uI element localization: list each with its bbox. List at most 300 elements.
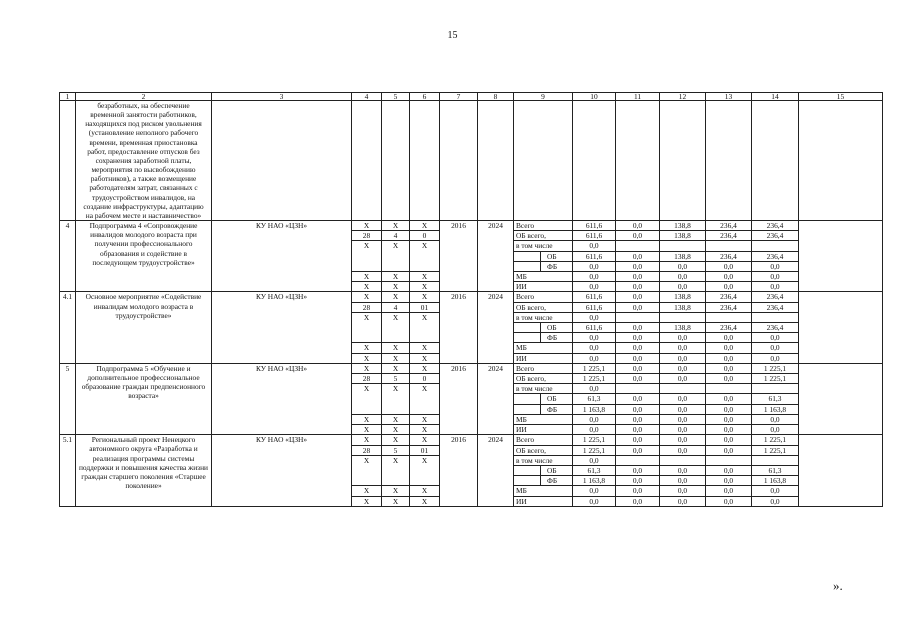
amount-cell: 0,0 — [616, 394, 660, 404]
amount-cell: 138,8 — [660, 292, 706, 302]
budget-code-2: Х — [382, 425, 410, 435]
amount-cell: 1 225,1 — [752, 374, 799, 384]
column-header-13: 13 — [706, 93, 752, 101]
amount-cell — [752, 312, 799, 322]
source-label: ФБ — [541, 404, 573, 414]
budget-code-2: Х — [382, 241, 410, 272]
budget-code-2: Х — [382, 363, 410, 373]
amount-cell: 0,0 — [616, 251, 660, 261]
amount-cell: 0,0 — [660, 404, 706, 414]
continuation-empty-cell — [478, 101, 514, 221]
amount-cell: 0,0 — [616, 414, 660, 424]
budget-code-3: Х — [410, 292, 440, 302]
amount-cell: 0,0 — [616, 302, 660, 312]
amount-cell: 0,0 — [616, 445, 660, 455]
continuation-empty-cell — [212, 101, 352, 221]
amount-cell — [706, 455, 752, 465]
column-header-14: 14 — [752, 93, 799, 101]
amount-cell: 0,0 — [660, 272, 706, 282]
amount-cell: 0,0 — [573, 414, 616, 424]
amount-cell: 0,0 — [706, 414, 752, 424]
amount-cell: 138,8 — [660, 251, 706, 261]
budget-code-1: Х — [352, 241, 382, 272]
continuation-empty-cell — [352, 101, 382, 221]
amount-cell: 0,0 — [616, 333, 660, 343]
budget-table-container — [59, 92, 883, 507]
amount-cell: 611,6 — [573, 302, 616, 312]
amount-cell: 0,0 — [573, 333, 616, 343]
amount-cell: 236,4 — [706, 221, 752, 231]
column-header-9: 9 — [514, 93, 573, 101]
header-row — [60, 93, 883, 101]
amount-cell: 0,0 — [616, 353, 660, 363]
amount-cell: 0,0 — [706, 486, 752, 496]
budget-code-2: Х — [382, 384, 410, 415]
source-label: Всего — [514, 292, 573, 302]
start-year: 2016 — [440, 221, 478, 292]
source-label: ОБ всего, — [514, 231, 573, 241]
start-year: 2016 — [440, 363, 478, 434]
amount-cell — [616, 384, 660, 394]
column-header-10: 10 — [573, 93, 616, 101]
notes-cell — [799, 292, 883, 363]
source-label: ОБ всего, — [514, 445, 573, 455]
amount-cell: 0,0 — [752, 261, 799, 271]
start-year: 2016 — [440, 435, 478, 506]
amount-cell: 236,4 — [706, 292, 752, 302]
program-name: Подпрограмма 5 «Обучение и дополнительное профессиональное образование граждан предпенсионного возраста» — [76, 363, 212, 434]
amount-cell: 0,0 — [616, 282, 660, 292]
amount-cell: 0,0 — [660, 282, 706, 292]
amount-cell: 0,0 — [752, 486, 799, 496]
amount-cell: 61,3 — [752, 394, 799, 404]
table-row — [60, 363, 883, 373]
amount-cell — [752, 455, 799, 465]
amount-cell: 0,0 — [616, 374, 660, 384]
amount-cell: 236,4 — [706, 251, 752, 261]
budget-table — [59, 92, 883, 507]
source-label: ОБ — [541, 394, 573, 404]
amount-cell: 0,0 — [660, 394, 706, 404]
column-header-7: 7 — [440, 93, 478, 101]
source-label: ИИ — [514, 425, 573, 435]
amount-cell: 0,0 — [660, 486, 706, 496]
budget-code-3: Х — [410, 455, 440, 486]
amount-cell: 0,0 — [573, 261, 616, 271]
amount-cell: 0,0 — [706, 445, 752, 455]
budget-code-1: Х — [352, 496, 382, 506]
program-name: Региональный проект Ненецкого автономного округа «Разработка и реализация программы системы поддержки и повышения качества жизни граждан старшего поколения «Старшее поколение» — [76, 435, 212, 506]
budget-code-1: Х — [352, 435, 382, 445]
notes-cell — [799, 435, 883, 506]
column-header-15: 15 — [799, 93, 883, 101]
row-number: 5 — [60, 363, 76, 434]
amount-cell: 1 163,8 — [573, 476, 616, 486]
amount-cell: 611,6 — [573, 251, 616, 261]
amount-cell: 236,4 — [752, 251, 799, 261]
column-header-2: 2 — [76, 93, 212, 101]
amount-cell: 0,0 — [660, 476, 706, 486]
amount-cell: 0,0 — [660, 343, 706, 353]
amount-cell: 0,0 — [573, 384, 616, 394]
amount-cell: 0,0 — [616, 425, 660, 435]
amount-cell: 0,0 — [706, 261, 752, 271]
table-row — [60, 221, 883, 231]
amount-cell: 0,0 — [616, 261, 660, 271]
budget-code-2: 5 — [382, 374, 410, 384]
notes-cell — [799, 363, 883, 434]
table-row — [60, 435, 883, 445]
amount-cell: 0,0 — [660, 333, 706, 343]
amount-cell — [752, 241, 799, 251]
source-label: МБ — [514, 343, 573, 353]
source-label: в том числе — [514, 455, 573, 465]
amount-cell: 1 225,1 — [573, 445, 616, 455]
source-label: в том числе — [514, 384, 573, 394]
start-year: 2016 — [440, 292, 478, 363]
budget-code-1: 28 — [352, 374, 382, 384]
continuation-empty-cell — [382, 101, 410, 221]
amount-cell: 0,0 — [616, 486, 660, 496]
budget-code-2: 4 — [382, 231, 410, 241]
closing-quote: ». — [833, 578, 843, 593]
amount-cell: 1 225,1 — [573, 374, 616, 384]
amount-cell: 0,0 — [660, 496, 706, 506]
continuation-empty-cell — [616, 101, 660, 221]
amount-cell: 236,4 — [706, 323, 752, 333]
amount-cell: 611,6 — [573, 221, 616, 231]
amount-cell: 236,4 — [752, 221, 799, 231]
amount-cell: 0,0 — [752, 343, 799, 353]
amount-cell: 0,0 — [752, 414, 799, 424]
budget-code-2: Х — [382, 282, 410, 292]
budget-code-3: Х — [410, 312, 440, 343]
budget-code-2: Х — [382, 455, 410, 486]
budget-code-1: Х — [352, 363, 382, 373]
amount-cell: 0,0 — [752, 496, 799, 506]
continuation-empty-cell — [573, 101, 616, 221]
amount-cell: 236,4 — [706, 302, 752, 312]
amount-cell: 1 225,1 — [752, 445, 799, 455]
source-indent — [514, 251, 541, 261]
amount-cell: 236,4 — [752, 302, 799, 312]
source-label: МБ — [514, 414, 573, 424]
end-year: 2024 — [478, 221, 514, 292]
column-header-3: 3 — [212, 93, 352, 101]
source-label: ФБ — [541, 333, 573, 343]
budget-code-1: 28 — [352, 231, 382, 241]
amount-cell: 1 225,1 — [573, 435, 616, 445]
source-indent — [514, 261, 541, 271]
amount-cell — [706, 312, 752, 322]
amount-cell: 0,0 — [660, 425, 706, 435]
budget-code-1: Х — [352, 312, 382, 343]
amount-cell: 611,6 — [573, 323, 616, 333]
budget-code-1: Х — [352, 455, 382, 486]
amount-cell: 0,0 — [706, 353, 752, 363]
source-indent — [514, 323, 541, 333]
amount-cell: 0,0 — [616, 404, 660, 414]
amount-cell: 61,3 — [573, 465, 616, 475]
budget-code-1: Х — [352, 292, 382, 302]
amount-cell: 0,0 — [752, 425, 799, 435]
continuation-empty-cell — [752, 101, 799, 221]
budget-code-2: Х — [382, 221, 410, 231]
budget-code-3: Х — [410, 435, 440, 445]
budget-code-1: 28 — [352, 302, 382, 312]
amount-cell: 0,0 — [752, 282, 799, 292]
continuation-empty-cell — [440, 101, 478, 221]
budget-code-2: Х — [382, 343, 410, 353]
amount-cell: 236,4 — [752, 231, 799, 241]
continuation-text: безработных, на обеспечение временной занятости работников, находящихся под риском увольнения (установление неполного рабочего времени, временная приостановка работ, предоставление отпусков без сохранения заработной платы, мероприятия по высвобождению работников), а также возмещение работодателям затрат, связанных с трудоустройством инвалидов, на создание инфраструктуры, адаптацию на рабочем месте и наставничество» — [76, 101, 212, 221]
program-name: Основное мероприятие «Содействие инвалидам молодого возраста в трудоустройстве» — [76, 292, 212, 363]
amount-cell — [616, 455, 660, 465]
amount-cell: 0,0 — [706, 425, 752, 435]
continuation-empty-cell — [799, 101, 883, 221]
amount-cell: 0,0 — [616, 292, 660, 302]
source-label: Всего — [514, 363, 573, 373]
column-header-8: 8 — [478, 93, 514, 101]
amount-cell: 0,0 — [706, 394, 752, 404]
amount-cell: 0,0 — [660, 435, 706, 445]
amount-cell: 1 225,1 — [752, 363, 799, 373]
amount-cell: 0,0 — [573, 425, 616, 435]
continuation-num-cell — [60, 101, 76, 221]
notes-cell — [799, 221, 883, 292]
budget-code-3: Х — [410, 282, 440, 292]
source-indent — [514, 394, 541, 404]
amount-cell: 0,0 — [616, 496, 660, 506]
source-label: ИИ — [514, 282, 573, 292]
source-label: Всего — [514, 221, 573, 231]
source-label: в том числе — [514, 241, 573, 251]
source-indent — [514, 333, 541, 343]
source-label: в том числе — [514, 312, 573, 322]
amount-cell: 0,0 — [616, 476, 660, 486]
source-indent — [514, 465, 541, 475]
amount-cell: 0,0 — [616, 435, 660, 445]
program-name: Подпрограмма 4 «Сопровождение инвалидов молодого возраста при получении профессионального образования и содействие в последующем трудоустройстве» — [76, 221, 212, 292]
budget-code-3: 0 — [410, 374, 440, 384]
end-year: 2024 — [478, 363, 514, 434]
source-label: ОБ — [541, 251, 573, 261]
amount-cell: 0,0 — [752, 272, 799, 282]
amount-cell: 0,0 — [706, 435, 752, 445]
amount-cell: 0,0 — [573, 282, 616, 292]
amount-cell: 1 163,8 — [752, 476, 799, 486]
amount-cell: 0,0 — [706, 374, 752, 384]
amount-cell: 0,0 — [616, 221, 660, 231]
amount-cell: 0,0 — [706, 404, 752, 414]
continuation-empty-cell — [706, 101, 752, 221]
row-number: 4.1 — [60, 292, 76, 363]
budget-code-3: 01 — [410, 302, 440, 312]
amount-cell: 0,0 — [573, 353, 616, 363]
amount-cell: 0,0 — [616, 363, 660, 373]
budget-code-3: Х — [410, 486, 440, 496]
amount-cell: 611,6 — [573, 292, 616, 302]
budget-code-1: 28 — [352, 445, 382, 455]
amount-cell: 0,0 — [706, 465, 752, 475]
executor: КУ НАО «ЦЗН» — [212, 363, 352, 434]
amount-cell: 0,0 — [660, 445, 706, 455]
amount-cell — [752, 384, 799, 394]
amount-cell: 1 163,8 — [573, 404, 616, 414]
budget-code-1: Х — [352, 425, 382, 435]
amount-cell: 0,0 — [706, 496, 752, 506]
budget-code-3: Х — [410, 425, 440, 435]
end-year: 2024 — [478, 435, 514, 506]
amount-cell: 61,3 — [573, 394, 616, 404]
budget-code-1: Х — [352, 272, 382, 282]
amount-cell — [616, 312, 660, 322]
source-indent — [514, 404, 541, 414]
amount-cell: 0,0 — [706, 363, 752, 373]
budget-code-2: Х — [382, 292, 410, 302]
budget-code-1: Х — [352, 486, 382, 496]
source-label: ФБ — [541, 261, 573, 271]
row-number: 5.1 — [60, 435, 76, 506]
continuation-empty-cell — [514, 101, 573, 221]
amount-cell: 0,0 — [752, 333, 799, 343]
amount-cell — [660, 241, 706, 251]
amount-cell: 236,4 — [706, 231, 752, 241]
amount-cell: 0,0 — [573, 312, 616, 322]
amount-cell: 0,0 — [573, 486, 616, 496]
column-header-4: 4 — [352, 93, 382, 101]
amount-cell: 0,0 — [616, 323, 660, 333]
budget-code-2: Х — [382, 353, 410, 363]
amount-cell: 0,0 — [660, 353, 706, 363]
amount-cell: 0,0 — [573, 496, 616, 506]
continuation-row — [60, 101, 883, 221]
amount-cell: 236,4 — [752, 323, 799, 333]
executor: КУ НАО «ЦЗН» — [212, 435, 352, 506]
continuation-empty-cell — [660, 101, 706, 221]
amount-cell: 0,0 — [573, 241, 616, 251]
budget-code-2: 4 — [382, 302, 410, 312]
budget-code-3: Х — [410, 363, 440, 373]
source-label: ФБ — [541, 476, 573, 486]
amount-cell — [660, 455, 706, 465]
budget-code-1: Х — [352, 414, 382, 424]
executor: КУ НАО «ЦЗН» — [212, 292, 352, 363]
budget-code-2: Х — [382, 435, 410, 445]
amount-cell: 138,8 — [660, 302, 706, 312]
source-label: МБ — [514, 486, 573, 496]
source-label: Всего — [514, 435, 573, 445]
column-header-12: 12 — [660, 93, 706, 101]
budget-code-3: Х — [410, 241, 440, 272]
amount-cell — [660, 312, 706, 322]
amount-cell: 138,8 — [660, 221, 706, 231]
amount-cell: 0,0 — [616, 465, 660, 475]
budget-code-2: 5 — [382, 445, 410, 455]
budget-code-1: Х — [352, 384, 382, 415]
source-label: МБ — [514, 272, 573, 282]
source-label: ОБ — [541, 465, 573, 475]
amount-cell: 1 225,1 — [573, 363, 616, 373]
amount-cell: 0,0 — [706, 272, 752, 282]
budget-code-3: Х — [410, 221, 440, 231]
amount-cell: 611,6 — [573, 231, 616, 241]
amount-cell: 0,0 — [660, 374, 706, 384]
budget-code-3: Х — [410, 272, 440, 282]
budget-code-2: Х — [382, 486, 410, 496]
amount-cell: 0,0 — [573, 343, 616, 353]
amount-cell: 1 225,1 — [752, 435, 799, 445]
row-number: 4 — [60, 221, 76, 292]
amount-cell: 0,0 — [573, 455, 616, 465]
budget-code-3: 0 — [410, 231, 440, 241]
budget-code-2: Х — [382, 496, 410, 506]
amount-cell: 0,0 — [616, 343, 660, 353]
budget-code-2: Х — [382, 312, 410, 343]
amount-cell — [660, 384, 706, 394]
source-label: ОБ — [541, 323, 573, 333]
budget-code-1: Х — [352, 221, 382, 231]
amount-cell: 0,0 — [660, 261, 706, 271]
budget-code-3: Х — [410, 353, 440, 363]
column-header-1: 1 — [60, 93, 76, 101]
source-label: ОБ всего, — [514, 374, 573, 384]
source-indent — [514, 476, 541, 486]
table-row — [60, 292, 883, 302]
source-label: ОБ всего, — [514, 302, 573, 312]
column-header-6: 6 — [410, 93, 440, 101]
amount-cell: 61,3 — [752, 465, 799, 475]
budget-code-3: Х — [410, 384, 440, 415]
budget-code-2: Х — [382, 414, 410, 424]
source-label: ИИ — [514, 353, 573, 363]
amount-cell: 0,0 — [660, 363, 706, 373]
budget-code-1: Х — [352, 282, 382, 292]
amount-cell — [706, 384, 752, 394]
budget-code-2: Х — [382, 272, 410, 282]
amount-cell: 0,0 — [706, 476, 752, 486]
amount-cell: 1 163,8 — [752, 404, 799, 414]
budget-code-3: Х — [410, 343, 440, 353]
budget-code-1: Х — [352, 343, 382, 353]
budget-code-1: Х — [352, 353, 382, 363]
column-header-5: 5 — [382, 93, 410, 101]
executor: КУ НАО «ЦЗН» — [212, 221, 352, 292]
amount-cell: 0,0 — [706, 333, 752, 343]
amount-cell: 0,0 — [706, 343, 752, 353]
budget-code-3: Х — [410, 496, 440, 506]
amount-cell: 0,0 — [573, 272, 616, 282]
end-year: 2024 — [478, 292, 514, 363]
budget-code-3: 01 — [410, 445, 440, 455]
amount-cell: 236,4 — [752, 292, 799, 302]
amount-cell — [616, 241, 660, 251]
column-header-11: 11 — [616, 93, 660, 101]
page-number: 15 — [447, 30, 458, 41]
amount-cell: 0,0 — [616, 231, 660, 241]
amount-cell — [706, 241, 752, 251]
amount-cell: 0,0 — [752, 353, 799, 363]
continuation-empty-cell — [410, 101, 440, 221]
amount-cell: 0,0 — [706, 282, 752, 292]
source-label: ИИ — [514, 496, 573, 506]
budget-code-3: Х — [410, 414, 440, 424]
amount-cell: 0,0 — [660, 465, 706, 475]
amount-cell: 138,8 — [660, 231, 706, 241]
amount-cell: 0,0 — [660, 414, 706, 424]
amount-cell: 138,8 — [660, 323, 706, 333]
amount-cell: 0,0 — [616, 272, 660, 282]
